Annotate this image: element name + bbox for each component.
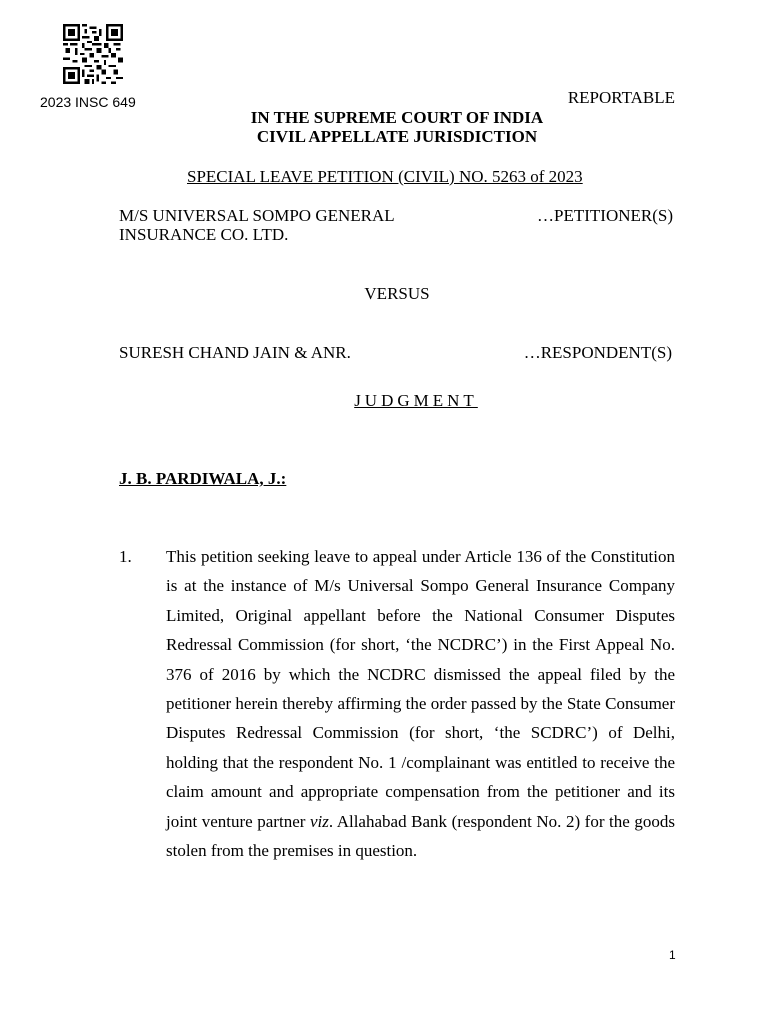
neutral-citation: 2023 INSC 649 <box>40 94 136 110</box>
reportable-label: REPORTABLE <box>567 88 675 107</box>
page-number: 1 <box>669 948 676 962</box>
respondent-role: …RESPONDENT(S) <box>523 343 672 362</box>
qr-code <box>62 24 124 84</box>
judge-name: J. B. PARDIWALA, J.: <box>119 469 287 488</box>
versus-label: VERSUS <box>364 284 430 303</box>
petitioner-name <box>119 206 395 244</box>
paragraph-text-part-a: This petition seeking leave to appeal under Article 136 of the Constitution is at the instance of M/s Universal Sompo General Insurance Company Limited, Original appellant before the National Consumer Disputes Redressal Commission (for short, ‘the NCDRC’) in the First Appeal No. 376 of 2016 by which the NCDRC dismissed the appeal filed by the petitioner herein thereby affirming the order passed by the State Consumer Disputes Redressal Commission (for short, ‘the SCDRC’) of Delhi, holding that the respondent No. 1 /complainant was entitled to receive the claim amount and appropriate compensation from the petitioner and its joint venture partner <box>166 547 675 831</box>
paragraph-text-part-b: . Allahabad Bank (respondent No. 2) for the goods stolen from the premises in question. <box>166 811 676 861</box>
jurisdiction: CIVIL APPELLATE JURISDICTION <box>256 127 538 146</box>
paragraph-text <box>166 542 675 865</box>
respondent-name: SURESH CHAND JAIN & ANR. <box>119 343 351 362</box>
paragraph-number: 1. <box>119 547 132 566</box>
case-number: SPECIAL LEAVE PETITION (CIVIL) NO. 5263 of 2023 <box>187 167 583 186</box>
petitioner-name-line1: M/S UNIVERSAL SOMPO GENERAL <box>119 206 395 225</box>
court-name: IN THE SUPREME COURT OF INDIA <box>250 108 544 127</box>
petitioner-name-line2: INSURANCE CO. LTD. <box>119 225 289 244</box>
judgment-heading: JUDGMENT <box>354 391 478 410</box>
petitioner-role: …PETITIONER(S) <box>537 206 673 225</box>
paragraph-text-italic: viz <box>309 811 329 831</box>
